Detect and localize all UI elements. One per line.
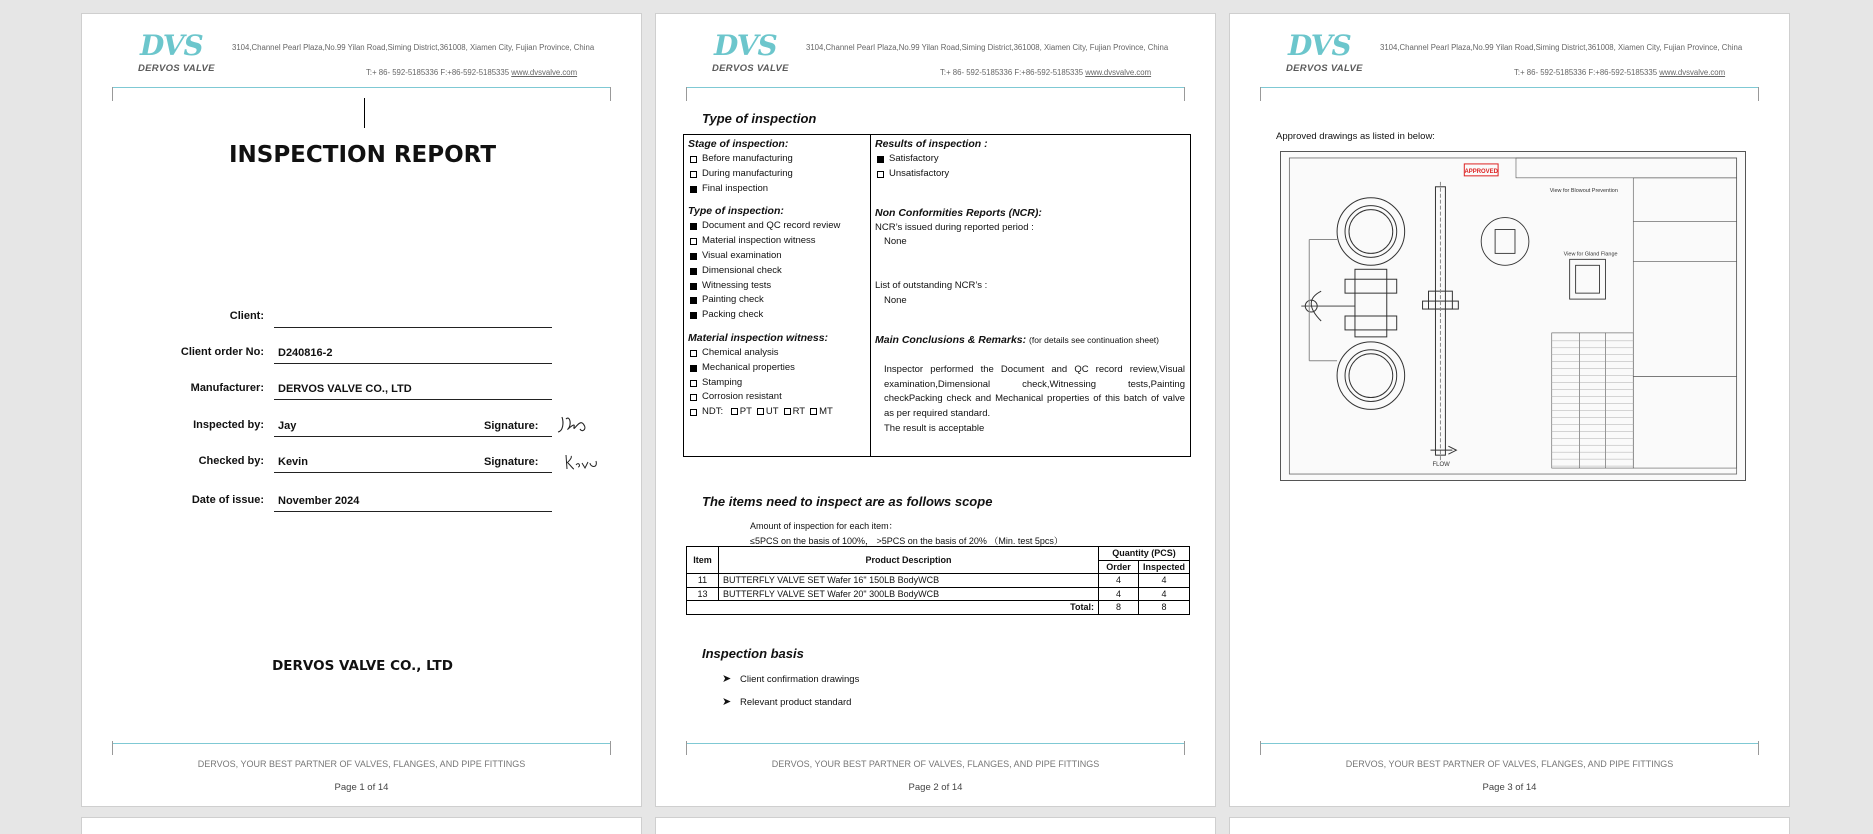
- ndt-option-label: PT: [739, 406, 752, 418]
- ndt-label: NDT:: [702, 406, 724, 418]
- manufacturer-value[interactable]: DERVOS VALVE CO., LTD: [274, 374, 552, 400]
- checked-label: Checked by:: [198, 455, 264, 467]
- checkbox-item: [688, 219, 868, 234]
- page-4-top: [81, 817, 642, 834]
- checkbox-label: Satisfactory: [889, 153, 939, 164]
- checkbox-checked[interactable]: [690, 312, 697, 319]
- checkbox-checked[interactable]: [690, 186, 697, 193]
- page-header: [82, 14, 641, 94]
- header-address: 3104,Channel Pearl Plaza,No.99 Yilan Road,Siming District,361008, Xiamen City, Fujian Province, China: [806, 43, 1169, 52]
- items-body: [687, 574, 1190, 601]
- ndt-option-label: UT: [765, 406, 779, 418]
- cell-item: 13: [687, 587, 719, 601]
- header-corner-left: [686, 87, 702, 101]
- checkbox-label: Document and QC record review: [702, 220, 841, 232]
- checkbox-item: [688, 361, 868, 376]
- signature-label: Signature:: [484, 420, 539, 432]
- footer-divider: [1260, 743, 1759, 744]
- table-row: [687, 587, 1190, 601]
- checkbox-label: Mechanical properties: [702, 361, 795, 373]
- valve-technical-drawing: [1280, 151, 1746, 481]
- header-divider: [686, 87, 1185, 88]
- text-cursor: [364, 98, 365, 128]
- inspected-label: Inspected by:: [193, 419, 264, 431]
- footer-divider: [686, 743, 1185, 744]
- footer-tagline: DERVOS, YOUR BEST PARTNER OF VALVES, FLANGES, AND PIPE FITTINGS: [771, 759, 1100, 769]
- checkbox-item: [688, 152, 868, 167]
- footer-corner-right: [1743, 741, 1759, 755]
- checkbox[interactable]: [690, 171, 697, 178]
- footer-corner-left: [112, 741, 128, 755]
- flow-label: FLOW: [1432, 462, 1450, 469]
- total-order: 8: [1098, 601, 1138, 615]
- col-header-inspected: Inspected: [1138, 560, 1189, 574]
- checkbox[interactable]: [690, 380, 697, 387]
- header-corner-right: [595, 87, 611, 101]
- contact-phone: T:+ 86- 592-5185336 F:+86-592-5185335: [366, 68, 510, 77]
- inspection-divider: [870, 135, 871, 456]
- header-corner-right: [1169, 87, 1185, 101]
- view-blowout-label: View for Blowout Prevention: [1549, 187, 1618, 194]
- type-of-inspection-title: Type of inspection: [702, 111, 817, 126]
- approved-drawings-intro: Approved drawings as listed in below:: [1276, 131, 1435, 142]
- header-address: 3104,Channel Pearl Plaza,No.99 Yilan Road,Siming District,361008, Xiamen City, Fujian Province, China: [232, 43, 595, 52]
- checkbox-checked[interactable]: [690, 268, 697, 275]
- inspected-value: Jay: [278, 420, 297, 432]
- website-link[interactable]: www.dvsvalve.com: [1085, 68, 1152, 77]
- inspection-box: [683, 134, 1191, 457]
- report-title: INSPECTION REPORT: [228, 142, 497, 168]
- checkbox-item: [688, 308, 868, 323]
- header-corner-right: [1743, 87, 1759, 101]
- checkbox-label: Visual examination: [702, 249, 782, 261]
- view-gland-label: View for Gland Flange: [1563, 251, 1618, 258]
- conclusions-title: Main Conclusions & Remarks:: [875, 333, 1027, 346]
- header-corner-left: [1260, 87, 1276, 101]
- scope-title: The items need to inspect are as follows scope: [702, 494, 993, 509]
- logo-name: DERVOS VALVE: [712, 63, 789, 74]
- cell-order: 4: [1098, 574, 1138, 588]
- checkbox-item: [688, 376, 868, 391]
- checkbox-item: [875, 167, 1187, 182]
- arrow-bullet-icon: ➤: [722, 696, 732, 708]
- order-value[interactable]: D240816-2: [274, 338, 552, 364]
- footer-tagline: DERVOS, YOUR BEST PARTNER OF VALVES, FLANGES, AND PIPE FITTINGS: [197, 759, 526, 769]
- checkbox-checked[interactable]: [690, 253, 697, 260]
- checkbox-item: [688, 182, 868, 197]
- scope-note-1: Amount of inspection for each item：: [750, 521, 898, 531]
- checkbox-label: Material inspection witness: [702, 235, 816, 247]
- stage-list: [688, 152, 868, 196]
- checkbox-checked[interactable]: [690, 365, 697, 372]
- items-table: [686, 546, 1190, 615]
- ncr-title: Non Conformities Reports (NCR):: [875, 206, 1042, 219]
- header-divider: [112, 87, 611, 88]
- cell-desc: BUTTERFLY VALVE SET Wafer 20" 300LB BodyWCB: [719, 587, 1099, 601]
- ncr-outstanding-value: None: [884, 294, 907, 306]
- total-label: Total:: [687, 601, 1099, 615]
- basis-item: [722, 695, 851, 708]
- col-header-order: Order: [1098, 560, 1138, 574]
- checkbox-item: [688, 249, 868, 264]
- page-2: [655, 13, 1216, 807]
- header-contact: [940, 68, 1151, 77]
- date-value[interactable]: November 2024: [274, 486, 552, 512]
- page-6-top: [1229, 817, 1790, 834]
- inspection-left-column: [688, 135, 868, 420]
- logo-mark: DVS: [1288, 29, 1351, 62]
- arrow-bullet-icon: ➤: [722, 673, 732, 685]
- checkbox-item: [875, 152, 1187, 167]
- checkbox-item: [688, 293, 868, 308]
- checkbox[interactable]: [690, 350, 697, 357]
- date-row: [112, 476, 552, 512]
- header-address: 3104,Channel Pearl Plaza,No.99 Yilan Road,Siming District,361008, Xiamen City, Fujian Province, China: [1380, 43, 1743, 52]
- dvs-logo: [712, 29, 804, 74]
- cell-desc: BUTTERFLY VALVE SET Wafer 16" 150LB BodyWCB: [719, 574, 1099, 588]
- basis-title: Inspection basis: [702, 646, 804, 661]
- conclusions-result: The result is acceptable: [884, 422, 985, 434]
- header-contact: [1514, 68, 1725, 77]
- signature-jay-icon: [554, 411, 594, 437]
- client-row: [112, 292, 552, 328]
- cell-inspected: 4: [1138, 574, 1189, 588]
- signature-kevin-icon: [562, 447, 602, 473]
- ndt-row: [688, 405, 868, 420]
- ncr-issued-label: NCR’s issued during reported period :: [875, 221, 1034, 233]
- company-name: DERVOS VALVE CO., LTD: [272, 658, 453, 674]
- material-title: Material inspection witness:: [688, 331, 829, 344]
- ndt-options: [726, 406, 833, 417]
- date-label: Date of issue:: [191, 494, 264, 506]
- col-header-item: Item: [687, 547, 719, 574]
- checkbox[interactable]: [877, 171, 884, 178]
- checkbox-item: [688, 390, 868, 405]
- inspected-field[interactable]: [274, 411, 552, 437]
- logo-mark: DVS: [140, 29, 203, 62]
- ndt-option-label: RT: [792, 406, 806, 418]
- checked-row: [112, 437, 552, 473]
- order-row: [112, 328, 552, 364]
- checkbox-item: [688, 264, 868, 279]
- type-list: [688, 219, 868, 323]
- footer-tagline: DERVOS, YOUR BEST PARTNER OF VALVES, FLANGES, AND PIPE FITTINGS: [1345, 759, 1674, 769]
- checkbox[interactable]: [810, 408, 817, 415]
- footer-corner-left: [686, 741, 702, 755]
- cell-order: 4: [1098, 587, 1138, 601]
- checkbox-label: Packing check: [702, 309, 764, 321]
- checkbox-checked[interactable]: [690, 297, 697, 304]
- footer-divider: [112, 743, 611, 744]
- logo-name: DERVOS VALVE: [1286, 63, 1363, 74]
- checkbox-item: [688, 279, 868, 294]
- page-number: Page 3 of 14: [1482, 782, 1537, 793]
- contact-phone: T:+ 86- 592-5185336 F:+86-592-5185335: [1514, 68, 1658, 77]
- manufacturer-label: Manufacturer:: [190, 382, 264, 394]
- checkbox-label: Witnessing tests: [702, 279, 772, 291]
- checkbox-label: Stamping: [702, 376, 743, 388]
- checkbox-checked[interactable]: [877, 156, 884, 163]
- footer-corner-right: [1169, 741, 1185, 755]
- stage-title: Stage of inspection:: [688, 138, 789, 150]
- checkbox-label: During manufacturing: [702, 167, 793, 179]
- table-row: [687, 574, 1190, 588]
- checkbox-checked[interactable]: [690, 283, 697, 290]
- col-header-qty: Quantity (PCS): [1098, 547, 1189, 561]
- footer-corner-right: [595, 741, 611, 755]
- approved-stamp: APPROVED: [1464, 168, 1498, 175]
- manufacturer-row: [112, 364, 552, 400]
- dvs-logo: [1286, 29, 1378, 74]
- results-title: Results of inspection :: [875, 138, 988, 150]
- page-1: [81, 13, 642, 807]
- conclusions-heading: [875, 333, 1187, 348]
- inspection-right-column: [875, 135, 1187, 437]
- checkbox-label: Corrosion resistant: [702, 391, 782, 403]
- footer-corner-left: [1260, 741, 1276, 755]
- checkbox[interactable]: [757, 408, 764, 415]
- checkbox[interactable]: [690, 394, 697, 401]
- order-label: Client order No:: [180, 346, 264, 358]
- checkbox-label: Chemical analysis: [702, 346, 779, 358]
- cell-item: 11: [687, 574, 719, 588]
- contact-phone: T:+ 86- 592-5185336 F:+86-592-5185335: [940, 68, 1084, 77]
- signature-label: Signature:: [484, 456, 539, 468]
- col-header-desc: Product Description: [719, 547, 1099, 574]
- page-header: [656, 14, 1215, 94]
- checkbox-item: [688, 167, 868, 182]
- client-value[interactable]: [274, 302, 552, 328]
- results-list: [875, 152, 1187, 182]
- logo-name: DERVOS VALVE: [138, 63, 215, 74]
- website-link[interactable]: www.dvsvalve.com: [511, 68, 578, 77]
- basis-item-label: Client confirmation drawings: [740, 674, 860, 685]
- conclusions-text: Inspector performed the Document and QC record review,Visual examination,Dimensional check,Witnessing tests,Painting checkPacking check and Mechanical properties of this batch of valve as per required standard.: [884, 363, 1185, 420]
- inspected-row: [112, 401, 552, 437]
- checkbox-checked[interactable]: [690, 223, 697, 230]
- checkbox[interactable]: [690, 409, 697, 416]
- dvs-logo: [138, 29, 230, 74]
- checked-value: Kevin: [278, 456, 308, 468]
- checkbox[interactable]: [784, 408, 791, 415]
- conclusions-note: (for details see continuation sheet): [1029, 334, 1159, 345]
- type-title: Type of inspection:: [688, 205, 784, 218]
- scope-note-2: ≤5PCS on the basis of 100%， >5PCS on the basis of 20% （Min. test 5pcs）: [750, 536, 1063, 546]
- ncr-issued-value: None: [884, 236, 907, 248]
- basis-item-label: Relevant product standard: [740, 697, 852, 708]
- checkbox-label: Painting check: [702, 294, 764, 306]
- page-header: [1230, 14, 1789, 94]
- website-link[interactable]: www.dvsvalve.com: [1659, 68, 1726, 77]
- material-list: [688, 346, 868, 405]
- checkbox-item: [688, 234, 868, 249]
- checkbox-item: [688, 346, 868, 361]
- ncr-outstanding-label: List of outstanding NCR’s :: [875, 280, 988, 292]
- header-contact: [366, 68, 577, 77]
- checkbox[interactable]: [690, 238, 697, 245]
- checkbox-label: Final inspection: [702, 182, 769, 194]
- checkbox-label: Before manufacturing: [702, 153, 793, 164]
- checkbox-label: Unsatisfactory: [889, 167, 950, 179]
- cell-inspected: 4: [1138, 587, 1189, 601]
- checkbox[interactable]: [690, 156, 697, 163]
- checked-field[interactable]: [274, 447, 552, 473]
- total-row: [687, 601, 1190, 615]
- page-5-top: [655, 817, 1216, 834]
- basis-item: [722, 672, 859, 685]
- checkbox[interactable]: [731, 408, 738, 415]
- header-divider: [1260, 87, 1759, 88]
- page-number: Page 2 of 14: [908, 782, 963, 793]
- ndt-option-label: MT: [819, 406, 833, 418]
- total-inspected: 8: [1138, 601, 1189, 615]
- checkbox-label: Dimensional check: [702, 264, 782, 276]
- page-3: [1229, 13, 1790, 807]
- page-number: Page 1 of 14: [334, 782, 389, 793]
- header-corner-left: [112, 87, 128, 101]
- logo-mark: DVS: [714, 29, 777, 62]
- client-label: Client:: [229, 310, 264, 322]
